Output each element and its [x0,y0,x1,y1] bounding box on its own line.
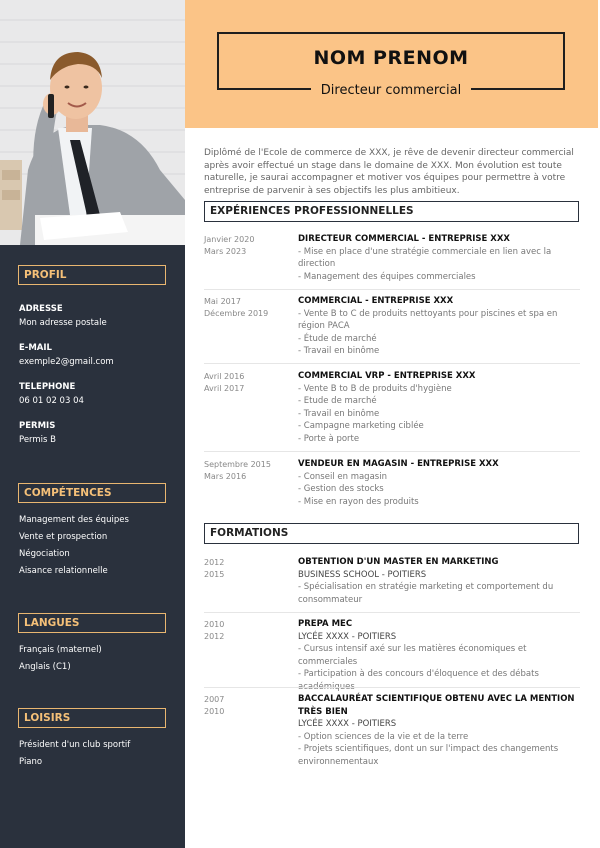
profil-heading: PROFIL [18,265,166,285]
skill-item: Vente et prospection [19,532,108,542]
job-bullet: - Gestion des stocks [298,484,384,495]
skill-item: Management des équipes [19,515,129,525]
job-start-date: Mai 2017 [204,297,241,306]
job-bullet: - Conseil en magasin [298,471,387,482]
edu-title: PREPA MEC [298,619,353,629]
language-item: Anglais (C1) [19,662,71,672]
edu-title: BACCALAURÉAT SCIENTIFIQUE OBTENU AVEC LA MENTION TRÈS BIEN [298,694,575,717]
phone-value: 06 01 02 03 04 [19,396,84,406]
divider [204,451,580,452]
edu-start-date: 2010 [204,620,225,629]
job-bullet: - Vente B to C de produits nettoyants pour piscines et spa en région PACA [298,308,558,332]
edu-school: BUSINESS SCHOOL - POITIERS [298,569,427,580]
address-label: ADRESSE [19,304,63,314]
edu-title: OBTENTION D'UN MASTER EN MARKETING [298,557,499,567]
hobby-item: Président d'un club sportif [19,740,131,750]
edu-entry [298,618,580,694]
job-start-date: Avril 2016 [204,372,245,381]
job-bullet: - Porte à porte [298,433,360,444]
job-entry [298,233,580,283]
job-bullet: - Management des équipes commerciales [298,271,476,282]
divider [204,363,580,364]
job-title: VENDEUR EN MAGASIN - ENTREPRISE XXX [298,459,499,469]
job-bullet: - Etude de marché [298,396,377,407]
address-value: Mon adresse postale [19,318,107,328]
edu-school: LYCÉE XXXX - POITIERS [298,631,397,642]
phone-label: TELEPHONE [19,382,76,392]
divider [204,612,580,613]
job-start-date: Janvier 2020 [204,235,255,244]
edu-entry [298,693,580,769]
hobby-item: Piano [19,757,43,767]
job-end-date: Mars 2016 [204,472,247,481]
job-start-date: Septembre 2015 [204,460,271,469]
job-bullet: - Mise en place d'une stratégie commerciale en lien avec la direction [298,246,552,270]
candidate-name: NOM PRENOM [313,47,469,69]
job-title: DIRECTEUR COMMERCIAL - ENTREPRISE XXX [298,234,510,244]
edu-bullet: - Cursus intensif axé sur les matières économiques et commerciales [298,644,527,667]
permit-value: Permis B [19,435,57,445]
edu-bullet: - Participation à des concours d'éloquence et des débats académiques [298,669,539,692]
job-entry [298,370,580,446]
edu-start-date: 2007 [204,695,225,704]
job-end-date: Mars 2023 [204,247,247,256]
intro-text: Diplômé de l'Ecole de commerce de XXX, je rêve de devenir directeur commercial après avoir effectué un stage dans le domaine de XXX. Mon évolution est toute naturelle, je saurai accompagner et motiver vos équipes pour permettre à votre entreprise de parvenir à ses objectifs les plus ambitieux. [204,148,574,196]
edu-end-date: 2012 [204,632,225,641]
edu-entry [298,556,580,606]
formations-heading: FORMATIONS [204,523,579,544]
divider [204,687,580,688]
experience-heading: EXPÉRIENCES PROFESSIONNELLES [204,201,579,222]
job-bullet: - Travail en binôme [298,408,380,419]
job-bullet: - Campagne marketing ciblée [298,421,424,432]
permit-label: PERMIS [19,421,56,431]
edu-end-date: 2010 [204,707,225,716]
profile-photo [0,0,185,245]
role-wrap [217,79,565,99]
job-end-date: Avril 2017 [204,384,245,393]
edu-bullet: - Spécialisation en stratégie marketing et comportement du consommateur [298,582,554,605]
skill-item: Aisance relationnelle [19,566,108,576]
email-value: exemple2@gmail.com [19,357,114,367]
job-bullet: - Vente B to B de produits d'hygiène [298,383,452,394]
job-entry [298,295,580,358]
divider [204,289,580,290]
job-title: COMMERCIAL VRP - ENTREPRISE XXX [298,371,476,381]
loisirs-heading: LOISIRS [18,708,166,728]
edu-start-date: 2012 [204,558,225,567]
candidate-role: Directeur commercial [311,83,471,98]
competences-heading: COMPÉTENCES [18,483,166,503]
language-item: Français (maternel) [19,645,102,655]
job-entry [298,458,580,508]
edu-bullet: - Projets scientifiques, dont un sur l'impact des changements environnementaux [298,744,559,767]
langues-heading: LANGUES [18,613,166,633]
skill-item: Négociation [19,549,70,559]
email-label: E-MAIL [19,343,52,353]
edu-end-date: 2015 [204,570,225,579]
edu-school: LYCÉE XXXX - POITIERS [298,719,397,730]
job-bullet: - Mise en rayon des produits [298,496,419,507]
job-end-date: Décembre 2019 [204,309,269,318]
edu-bullet: - Option sciences de la vie et de la terre [298,731,469,742]
job-bullet: - Travail en binôme [298,346,380,357]
job-bullet: - Étude de marché [298,333,377,344]
job-title: COMMERCIAL - ENTREPRISE XXX [298,296,454,306]
